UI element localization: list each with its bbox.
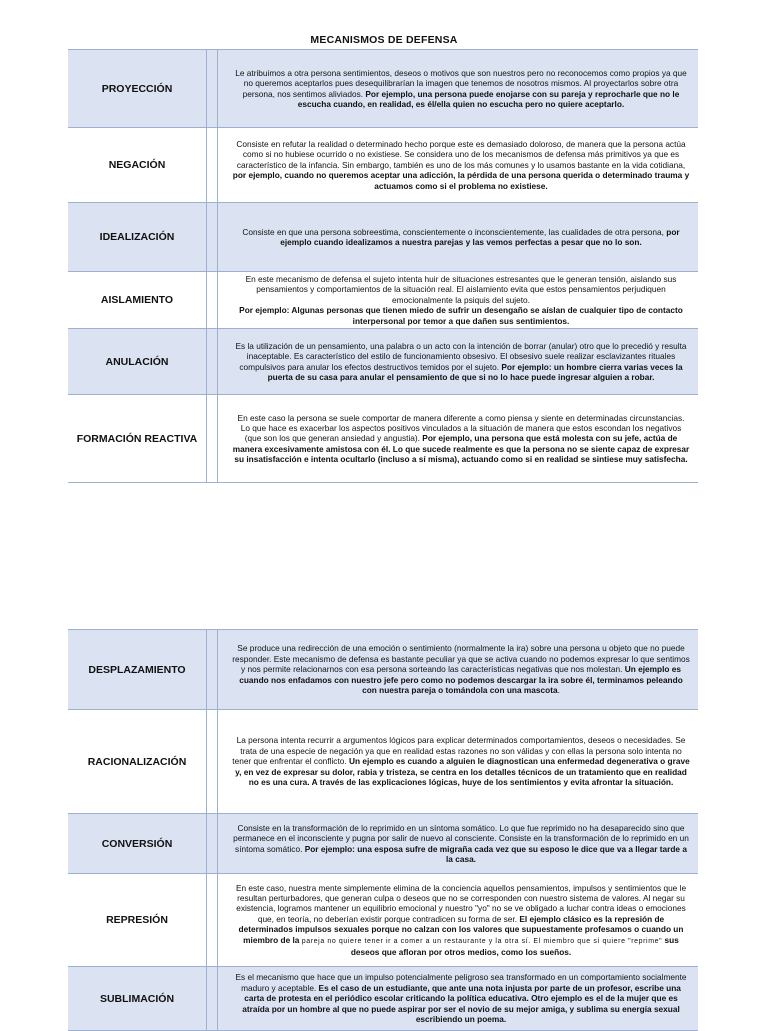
table-row [68,128,698,203]
table-row [68,874,698,967]
mechanism-name: REPRESIÓN [68,874,207,967]
mechanism-description: Se produce una redirección de una emoción o sentimiento (normalmente la ira) sobre una persona u objeto que no puede responder. Este mecanismo de defensa es bastante peculiar ya que se activa cuando no podemos expresar lo que sentimos y nos permite relacionarnos con esa persona sorteando las características negativas que nos molestan. Un ejemplo es cuando nos enfadamos con nuestro jefe pero como no podemos descargar la ira sobre él, terminamos peleando con nuestra pareja o tomándola con una mascota. [218,630,699,710]
defense-mechanisms-table-2 [68,629,698,1031]
table-row [68,630,698,710]
table-row [68,272,698,329]
mechanism-description: En este mecanismo de defensa el sujeto intenta huir de situaciones estresantes que le generan tensión, aislando sus pensamientos y comportamientos de la situación real. El aislamiento evita que estos pensamientos perjudiquen emocionalmente la psiquis del sujeto. Por ejemplo: Algunas personas que tienen miedo de sufrir un desengaño se aíslan de cualquier tipo de contacto interpersonal por temor a que dañen sus sentimientos. [218,272,699,329]
table-row [68,203,698,272]
mechanism-description: Consiste en refutar la realidad o determinado hecho porque este es demasiado doloroso, de manera que la persona actúa como si no hubiese ocurrido o no existiese. Se considera uno de los mecanismos de defensa más primitivos ya que es característico de la infancia. Sin embargo, también es uno de los más comunes y lo usamos bastante en la vida cotidiana, por ejemplo, cuando no queremos aceptar una adicción, la pérdida de una persona querida o determinado trauma y actuamos como si el problema no existiese. [218,128,699,203]
mechanism-description: En este caso la persona se suele comportar de manera diferente a como piensa y siente en determinadas circunstancias. Lo que hace es exacerbar los aspectos positivos vinculados a la situación de manera que estos escondan los negativos (que son los que generan ansiedad y angustia). Por ejemplo, una persona que está molesta con su jefe, actúa de manera excesivamente amistosa con él. Lo que sucede realmente es que la persona no se siente capaz de expresar su insatisfacción e intenta ocultarlo (incluso a sí misma), actuando como si en realidad se sintiese muy satisfecha. [218,395,699,483]
mechanism-description: Consiste en la transformación de lo reprimido en un síntoma somático. Lo que fue reprimido no ha desaparecido sino que permanece en el inconsciente y pugna por salir de nuevo al consciente. Consiste en la transformación de lo reprimido en un síntoma somático. Por ejemplo: una esposa sufre de migraña cada vez que su esposo le dice que va a llegar tarde a la casa. [218,814,699,874]
table-row [68,814,698,874]
mechanism-name: SUBLIMACIÓN [68,967,207,1031]
mechanism-name: CONVERSIÓN [68,814,207,874]
mechanism-description: Es la utilización de un pensamiento, una palabra o un acto con la intención de borrar (anular) otro que lo precedió y resulta inaceptable. Es característico del estilo de funcionamiento obsesivo. El obsesivo suele realizar esclavizantes rituales compulsivos para anular los efectos destructivos temidos por el sujeto. Por ejemplo: un hombre cierra varias veces la puerta de su casa para anular el pensamiento de que si no lo hace puede ingresar alguien a robar. [218,329,699,395]
mechanism-name: FORMACIÓN REACTIVA [68,395,207,483]
mechanism-description: Es el mecanismo que hace que un impulso potencialmente peligroso sea transformado en un comportamiento socialmente maduro y aceptable. Es el caso de un estudiante, que ante una nota injusta por parte de un profesor, escribe una carta de protesta en el periódico escolar criticando la política educativa. Otro ejemplo es el de la mujer que es atraída por un hombre al que no puede aspirar por ser el novio de su mejor amiga, y sublima su energía sexual escribiendo un poema. [218,967,699,1031]
mechanism-name: NEGACIÓN [68,128,207,203]
table-row [68,329,698,395]
mechanism-description: Le atribuimos a otra persona sentimientos, deseos o motivos que son nuestros pero no reconocemos como propios ya que no queremos aceptarlos pues desequilibrarían la imagen que tenemos de nosotros mismos. Al proyectarlos sobre otra persona, nos sentimos aliviados. Por ejemplo, una persona puede enojarse con su pareja y reprocharle que no le escucha cuando, en realidad, es él/ella quien no escucha pero no quiere aceptarlo. [218,50,699,128]
table-row [68,967,698,1031]
mechanism-name: ANULACIÓN [68,329,207,395]
mechanism-name: IDEALIZACIÓN [68,203,207,272]
document-title: MECANISMOS DE DEFENSA [310,34,458,46]
mechanism-description: Consiste en que una persona sobreestima, conscientemente o inconscientemente, las cualidades de otra persona, por ejemplo cuando idealizamos a nuestra parejas y las vemos perfectas a pesar que no lo son. [218,203,699,272]
mechanism-description: En este caso, nuestra mente simplemente elimina de la conciencia aquellos pensamientos, impulsos y sentimientos que le resultan perturbadores, que generan culpa o deseos que no se corresponden con nuestro sistema de valores. Al negar su existencia, logramos mantener un equilibrio emocional y nuestro "yo" no se ve obligado a luchar contra ideas o emociones que, en teoría, no deberían existir porque contradicen su forma de ser. El ejemplo clásico es la represión de determinados impulsos sexuales porque no calzan con los valores que supuestamente profesamos o cuando un miembro de la pareja no quiere tener ir a comer a un restaurante y la otra sí. El miembro que sí quiere "reprime" sus deseos que afloran por otros medios, como los sueños. [218,874,699,967]
mechanism-name: PROYECCIÓN [68,50,207,128]
table-row [68,395,698,483]
mechanism-name: RACIONALIZACIÓN [68,710,207,814]
table-row [68,50,698,128]
mechanism-description: La persona intenta recurrir a argumentos lógicos para explicar determinados comportamientos, deseos o necesidades. Se trata de una especie de negación ya que en realidad estas razones no son válidas y con ellas la persona solo intenta no tener que enfrentar el conflicto. Un ejemplo es cuando a alguien le diagnostican una enfermedad degenerativa o grave y, en vez de expresar su dolor, rabia y tristeza, se centra en los detalles técnicos de un tratamiento que en realidad no es una cura. A través de las explicaciones lógicas, huye de los sentimientos y evita afrontar la situación. [218,710,699,814]
mechanism-name: DESPLAZAMIENTO [68,630,207,710]
defense-mechanisms-table-1 [68,49,698,483]
table-row [68,710,698,814]
mechanism-name: AISLAMIENTO [68,272,207,329]
